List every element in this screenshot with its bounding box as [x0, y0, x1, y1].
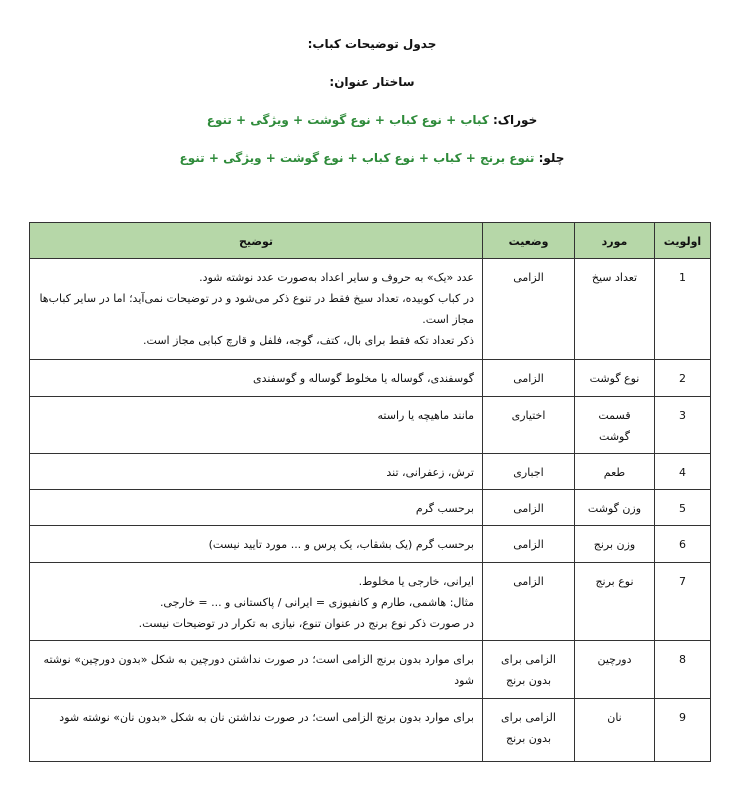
cell-status: الزامی برای بدون برنج	[483, 699, 575, 762]
cell-description	[30, 397, 483, 454]
cell-priority: 3	[655, 397, 711, 454]
cell-description	[30, 641, 483, 699]
description-line: مانند ماهیچه یا راسته	[377, 409, 474, 422]
table-header-row	[30, 223, 711, 259]
cell-item: قسمت گوشت	[575, 397, 655, 454]
description-line: در کباب کوبیده، تعداد سیخ فقط در تنوع ذکر می‌شود و در توضیحات نمی‌آید؛ اما در سایر کباب‌ها مجاز است.	[39, 292, 474, 326]
table-row	[30, 259, 711, 360]
description-line: در صورت ذکر نوع برنج در عنوان تنوع، نیازی به تکرار در توضیحات نیست.	[138, 617, 474, 630]
cell-description	[30, 563, 483, 641]
table-row	[30, 699, 711, 762]
table-row	[30, 397, 711, 454]
table-row	[30, 454, 711, 490]
cell-status: الزامی	[483, 563, 575, 641]
description-line: برحسب گرم (یک بشقاب، یک پرس و ... مورد تایید نیست)	[208, 538, 474, 551]
cell-item: نوع گوشت	[575, 360, 655, 397]
cell-item: دورچین	[575, 641, 655, 699]
formula-value: کباب + نوع کباب + نوع گوشت + ویژگی + تنوع	[206, 113, 493, 127]
cell-item: وزن برنج	[575, 526, 655, 563]
cell-item: طعم	[575, 454, 655, 490]
cell-status: اجباری	[483, 454, 575, 490]
cell-item: تعداد سیخ	[575, 259, 655, 360]
cell-item: نوع برنج	[575, 563, 655, 641]
formula-khorak	[0, 112, 744, 128]
cell-priority: 9	[655, 699, 711, 762]
cell-status: الزامی	[483, 490, 575, 526]
cell-priority: 6	[655, 526, 711, 563]
cell-priority: 2	[655, 360, 711, 397]
formula-label: چلو:	[538, 151, 565, 165]
table-row	[30, 641, 711, 699]
formula-chelo	[0, 150, 744, 166]
description-line: مثال: هاشمی، طارم و کانفیوزی = ایرانی / پاکستانی و ... = خارجی.	[159, 596, 474, 609]
cell-priority: 8	[655, 641, 711, 699]
description-line: ترش، زعفرانی، تند	[386, 466, 474, 479]
cell-description	[30, 526, 483, 563]
cell-item: نان	[575, 699, 655, 762]
cell-status: الزامی برای بدون برنج	[483, 641, 575, 699]
cell-priority: 1	[655, 259, 711, 360]
header-priority: اولویت	[655, 223, 711, 259]
cell-status: الزامی	[483, 259, 575, 360]
cell-status: اختیاری	[483, 397, 575, 454]
table-body	[30, 259, 711, 762]
cell-priority: 7	[655, 563, 711, 641]
description-line: برای موارد بدون برنج الزامی است؛ در صورت نداشتن نان به شکل «بدون نان» نوشته شود	[59, 711, 474, 724]
header-item: مورد	[575, 223, 655, 259]
cell-priority: 5	[655, 490, 711, 526]
description-line: ایرانی، خارجی یا مخلوط.	[358, 575, 474, 588]
cell-status: الزامی	[483, 526, 575, 563]
cell-status: الزامی	[483, 360, 575, 397]
cell-description	[30, 259, 483, 360]
table-row	[30, 526, 711, 563]
cell-priority: 4	[655, 454, 711, 490]
header-description: توضیح	[30, 223, 483, 259]
table-row	[30, 490, 711, 526]
table-row	[30, 563, 711, 641]
description-line: برای موارد بدون برنج الزامی است؛ در صورت نداشتن دورچین به شکل «بدون دورچین» نوشته شود	[43, 653, 474, 687]
description-line: عدد «یک» به حروف و سایر اعداد به‌صورت عدد نوشته شود.	[199, 271, 474, 284]
cell-description	[30, 360, 483, 397]
table-row	[30, 360, 711, 397]
description-line: گوسفندی، گوساله یا مخلوط گوساله و گوسفندی	[252, 372, 474, 385]
kebab-spec-table	[29, 222, 711, 762]
formula-label: خوراک:	[492, 113, 538, 127]
document-title: جدول توضیحات کباب:	[307, 37, 437, 51]
cell-description	[30, 490, 483, 526]
description-line: ذکر تعداد تکه فقط برای بال، کتف، گوجه، فلفل و قارچ کبابی مجاز است.	[143, 334, 474, 347]
header-status: وضعیت	[483, 223, 575, 259]
structure-heading: ساختار عنوان:	[329, 75, 415, 89]
cell-description	[30, 699, 483, 762]
cell-description	[30, 454, 483, 490]
cell-item: وزن گوشت	[575, 490, 655, 526]
formula-value: تنوع برنج + کباب + نوع کباب + نوع گوشت + ویژگی + تنوع	[179, 151, 539, 165]
description-line: برحسب گرم	[415, 502, 474, 515]
